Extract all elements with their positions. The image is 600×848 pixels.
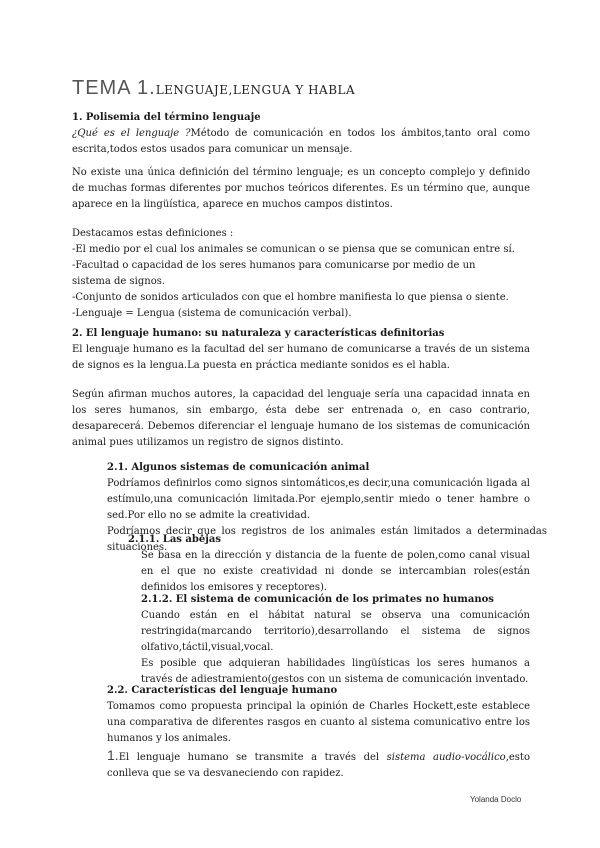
list-item [107, 747, 530, 782]
section-heading: 2. El lenguaje humano: su naturaleza y características definitorias [72, 328, 445, 339]
definition-item: -Facultad o capacidad de los seres humanos para comunicarse por medio de un sistema de signos. [72, 260, 476, 287]
list-text: El lenguaje humano se transmite a través del [118, 752, 387, 763]
question: ¿Qué es el lenguaje ? [72, 128, 191, 139]
definition-item: -Conjunto de sonidos articulados con que el hombre manifiesta lo que piensa o siente. [72, 292, 509, 303]
paragraph: El lenguaje humano es la facultad del ser humano de comunicarse a través de un sistema de signos es la lengua.La puesta en práctica mediante sonidos es el habla. [72, 344, 530, 371]
emphasis: sistema audio-vocálico [386, 752, 506, 763]
author-footer: Yolanda Doclo [470, 795, 522, 804]
definition-item: -Lenguaje = Lengua (sistema de comunicación verbal). [72, 308, 352, 319]
section-1 [72, 110, 530, 158]
section-2 [72, 326, 530, 374]
paragraph: Podríamos decir que los registros de los animales están limitados a determinadas situaciones. [107, 526, 547, 553]
paragraph: Se basa en la dirección y distancia de la fuente de polen,como canal visual en el que no existe creatividad ni donde se intercambian roles(están definidos los emisores y receptores). [141, 550, 530, 593]
section-heading: 2.1.2. El sistema de comunicación de los primates no humanos [141, 594, 494, 605]
paragraph: Cuando están en el hábitat natural se observa una comunicación restringida(marcando territorio),desarrollando el sistema de signos olfativo,táctil,visual,vocal. [141, 610, 530, 653]
paragraph: No existe una única definición del término lenguaje; es un concepto complejo y definido de muchas formas diferentes por muchos teóricos diferentes. Es un término que, aunque aparece en la lingüística, aparece en muchos campos distintos. [72, 167, 530, 210]
list-number: 1. [107, 747, 119, 763]
section-heading: 1. Polisemia del término lenguaje [72, 112, 261, 123]
section-heading: 2.2. Características del lenguaje humano [107, 685, 338, 696]
title-number: TEMA 1. [72, 77, 156, 99]
section-heading: 2.1. Algunos sistemas de comunicación animal [107, 462, 370, 473]
definitions-intro: Destacamos estas definiciones : [72, 228, 234, 239]
paragraph: Según afirman muchos autores, la capacidad del lenguaje sería una capacidad innata en los seres humanos, sin embargo, ésta debe ser entrenada o, en caso contrario, desaparecerá. Debemos diferenciar el lenguaje humano de los sistemas de comunicación animal pues utilizamos un registro de signos distinto. [72, 389, 530, 448]
paragraph: Tomamos como propuesta principal la opinión de Charles Hockett,este establece una comparativa de diferentes rasgos en cuanto al sistema comunicativo entre los humanos y los animales. [107, 701, 530, 744]
title-text: LENGUAJE,LENGUA Y HABLA [155, 83, 356, 97]
section-2-1-2-body [141, 608, 530, 688]
paragraph: Podríamos definirlos como signos sintomáticos,es decir,una comunicación ligada al estímulo,una comunicación limitada.Por ejemplo,sentir miedo o tener hambre o sed.Por ello no se admite la creatividad. [107, 478, 530, 521]
section-heading: 2.1.1. Las abejas [128, 534, 221, 545]
page-title [72, 77, 355, 100]
answer: Método de comunicación en todos los ámbitos,tanto oral como escrita,todos estos usados para comunicar un mensaje. [72, 128, 530, 155]
list-text: ,esto conlleva que se va desvaneciendo con rapidez. [107, 752, 530, 779]
definition-item: -El medio por el cual los animales se comunican o se piensa que se comunican entre sí. [72, 244, 515, 255]
section-2-2 [107, 683, 530, 782]
definitions [72, 226, 530, 322]
paragraph: Es posible que adquieran habilidades lingüísticas los seres humanos a través de adiestramiento(gestos con un sistema de comunicación inventado. [141, 658, 530, 685]
paragraph [72, 126, 530, 158]
